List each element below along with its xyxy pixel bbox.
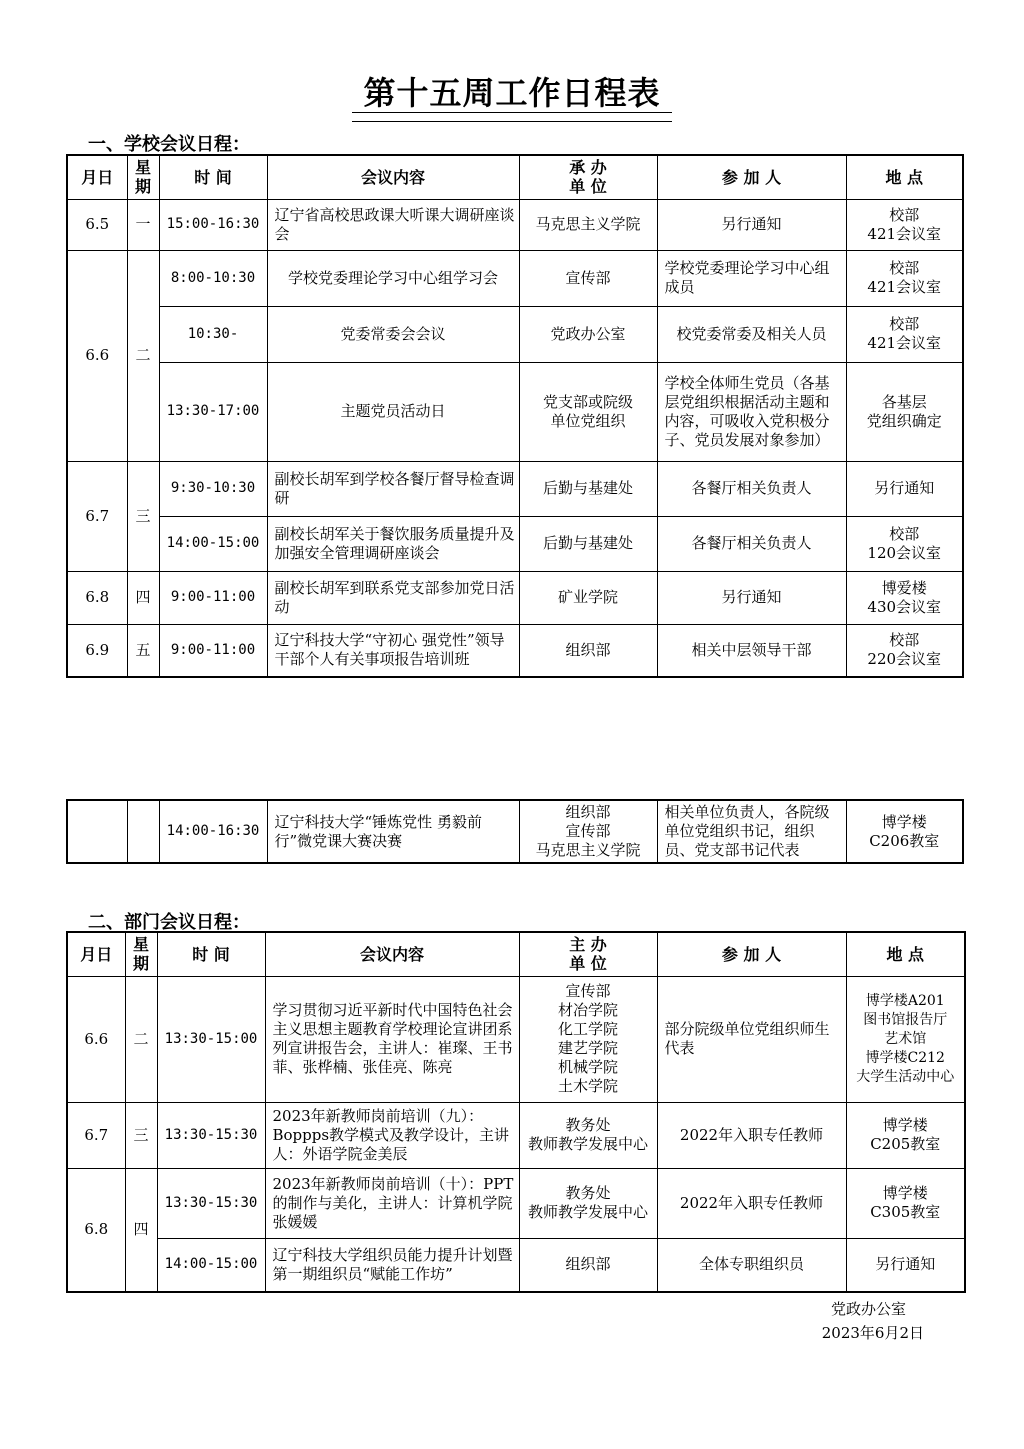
table-row	[67, 1168, 965, 1238]
table-row	[67, 800, 963, 863]
cell-attendees: 各餐厅相关负责人	[657, 516, 846, 571]
table-row	[67, 516, 963, 571]
header-weekday: 星期	[127, 155, 159, 199]
cell-content: 副校长胡军到联系党支部参加党日活动	[267, 571, 519, 624]
header-weekday: 星期	[125, 932, 157, 976]
header-unit: 主 办 单 位	[519, 932, 657, 976]
header-content: 会议内容	[267, 155, 519, 199]
cell-attendees: 另行通知	[657, 199, 846, 250]
table-row	[67, 1238, 965, 1292]
cell-time: 13:30-15:00	[157, 976, 265, 1102]
cell-time: 8:00-10:30	[159, 250, 267, 306]
cell-content: 党委常委会会议	[267, 306, 519, 362]
cell-date: 6.6	[67, 976, 125, 1102]
cell-location: 博学楼 C205教室	[846, 1102, 965, 1168]
header-content: 会议内容	[265, 932, 519, 976]
cell-content: 副校长胡军关于餐饮服务质量提升及加强安全管理调研座谈会	[267, 516, 519, 571]
cell-time: 13:30-17:00	[159, 362, 267, 461]
header-attendees: 参 加 人	[657, 155, 846, 199]
cell-date	[67, 800, 127, 863]
cell-attendees: 学校党委理论学习中心组成员	[657, 250, 846, 306]
cell-location: 博学楼 C305教室	[846, 1168, 965, 1238]
cell-attendees: 学校全体师生党员（各基层党组织根据活动主题和内容，可吸收入党积极分子、党员发展对象参加）	[657, 362, 846, 461]
cell-location: 另行通知	[846, 1238, 965, 1292]
cell-weekday: 四	[127, 571, 159, 624]
school-meeting-table-continued	[66, 799, 964, 864]
cell-weekday: 二	[127, 250, 159, 461]
page-title: 第十五周工作日程表	[363, 74, 661, 112]
cell-attendees: 另行通知	[657, 571, 846, 624]
header-unit: 承 办 单 位	[519, 155, 657, 199]
cell-unit: 马克思主义学院	[519, 199, 657, 250]
header-date: 月日	[67, 932, 125, 976]
footer-office: 党政办公室	[830, 1300, 906, 1318]
cell-content: 辽宁科技大学组织员能力提升计划暨第一期组织员“赋能工作坊”	[265, 1238, 519, 1292]
cell-content: 辽宁省高校思政课大听课大调研座谈会	[267, 199, 519, 250]
cell-unit: 党支部或院级 单位党组织	[519, 362, 657, 461]
footer-date: 2023年6月2日	[821, 1324, 924, 1342]
cell-unit: 党政办公室	[519, 306, 657, 362]
cell-unit: 教务处 教师教学发展中心	[519, 1168, 657, 1238]
cell-content: 学习贯彻习近平新时代中国特色社会主义思想主题教育学校理论宣讲团系列宣讲报告会，主讲人：崔璨、王书菲、张桦楠、张佳亮、陈亮	[265, 976, 519, 1102]
school-meeting-table	[66, 154, 964, 678]
cell-unit: 教务处 教师教学发展中心	[519, 1102, 657, 1168]
table-row	[67, 362, 963, 461]
cell-content: 2023年新教师岗前培训（九）：Boppps教学模式及教学设计，主讲人：外语学院金美辰	[265, 1102, 519, 1168]
table-row	[67, 199, 963, 250]
cell-content: 副校长胡军到学校各餐厅督导检查调研	[267, 461, 519, 516]
cell-date: 6.5	[67, 199, 127, 250]
cell-location: 博爱楼 430会议室	[846, 571, 963, 624]
cell-location: 校部 220会议室	[846, 624, 963, 677]
cell-unit: 组织部	[519, 1238, 657, 1292]
department-meeting-table	[66, 931, 966, 1293]
cell-unit: 组织部 宣传部 马克思主义学院	[519, 800, 657, 863]
cell-attendees: 相关单位负责人，各院级单位党组织书记，组织员、党支部书记代表	[657, 800, 846, 863]
cell-time: 9:00-11:00	[159, 624, 267, 677]
cell-unit: 后勤与基建处	[519, 461, 657, 516]
cell-content: 主题党员活动日	[267, 362, 519, 461]
cell-location: 博学楼A201 图书馆报告厅 艺术馆 博学楼C212 大学生活动中心	[846, 976, 965, 1102]
cell-attendees: 校党委常委及相关人员	[657, 306, 846, 362]
cell-location: 另行通知	[846, 461, 963, 516]
cell-location: 校部 421会议室	[846, 250, 963, 306]
cell-location: 校部 421会议室	[846, 199, 963, 250]
table-header-row	[67, 155, 963, 199]
cell-attendees: 部分院级单位党组织师生代表	[657, 976, 846, 1102]
table-row	[67, 1102, 965, 1168]
cell-location: 校部 120会议室	[846, 516, 963, 571]
cell-time: 14:00-16:30	[159, 800, 267, 863]
header-attendees: 参 加 人	[657, 932, 846, 976]
cell-weekday: 一	[127, 199, 159, 250]
header-date: 月日	[67, 155, 127, 199]
cell-date: 6.8	[67, 1168, 125, 1292]
cell-date: 6.6	[67, 250, 127, 461]
title-double-rule	[352, 112, 672, 122]
cell-unit: 宣传部	[519, 250, 657, 306]
cell-time: 14:00-15:00	[157, 1238, 265, 1292]
table-row	[67, 624, 963, 677]
cell-date: 6.7	[67, 461, 127, 571]
cell-weekday	[127, 800, 159, 863]
cell-location: 各基层 党组织确定	[846, 362, 963, 461]
cell-content: 辽宁科技大学“锤炼党性 勇毅前行”微党课大赛决赛	[267, 800, 519, 863]
cell-time: 13:30-15:30	[157, 1102, 265, 1168]
cell-time: 9:00-11:00	[159, 571, 267, 624]
cell-unit: 后勤与基建处	[519, 516, 657, 571]
cell-date: 6.7	[67, 1102, 125, 1168]
table-row	[67, 250, 963, 306]
cell-attendees: 2022年入职专任教师	[657, 1102, 846, 1168]
cell-time: 15:00-16:30	[159, 199, 267, 250]
cell-time: 14:00-15:00	[159, 516, 267, 571]
table-row	[67, 461, 963, 516]
cell-unit: 组织部	[519, 624, 657, 677]
table-row	[67, 571, 963, 624]
header-location: 地 点	[846, 932, 965, 976]
cell-weekday: 三	[125, 1102, 157, 1168]
cell-weekday: 四	[125, 1168, 157, 1292]
cell-location: 校部 421会议室	[846, 306, 963, 362]
cell-unit: 矿业学院	[519, 571, 657, 624]
cell-date: 6.9	[67, 624, 127, 677]
cell-date: 6.8	[67, 571, 127, 624]
cell-content: 学校党委理论学习中心组学习会	[267, 250, 519, 306]
cell-time: 13:30-15:30	[157, 1168, 265, 1238]
table-header-row	[67, 932, 965, 976]
table-row	[67, 976, 965, 1102]
header-time: 时 间	[157, 932, 265, 976]
cell-attendees: 全体专职组织员	[657, 1238, 846, 1292]
header-location: 地 点	[846, 155, 963, 199]
cell-attendees: 各餐厅相关负责人	[657, 461, 846, 516]
section-heading-school: 一、学校会议日程：	[88, 134, 250, 155]
cell-content: 2023年新教师岗前培训（十）：PPT的制作与美化，主讲人：计算机学院张媛媛	[265, 1168, 519, 1238]
cell-unit: 宣传部 材冶学院 化工学院 建艺学院 机械学院 土木学院	[519, 976, 657, 1102]
header-time: 时 间	[159, 155, 267, 199]
cell-attendees: 相关中层领导干部	[657, 624, 846, 677]
cell-weekday: 三	[127, 461, 159, 571]
cell-time: 9:30-10:30	[159, 461, 267, 516]
table-row	[67, 306, 963, 362]
cell-weekday: 二	[125, 976, 157, 1102]
cell-location: 博学楼 C206教室	[846, 800, 963, 863]
cell-attendees: 2022年入职专任教师	[657, 1168, 846, 1238]
section-heading-department: 二、部门会议日程：	[88, 912, 250, 933]
cell-time: 10:30-	[159, 306, 267, 362]
cell-content: 辽宁科技大学“守初心 强党性”领导干部个人有关事项报告培训班	[267, 624, 519, 677]
cell-weekday: 五	[127, 624, 159, 677]
